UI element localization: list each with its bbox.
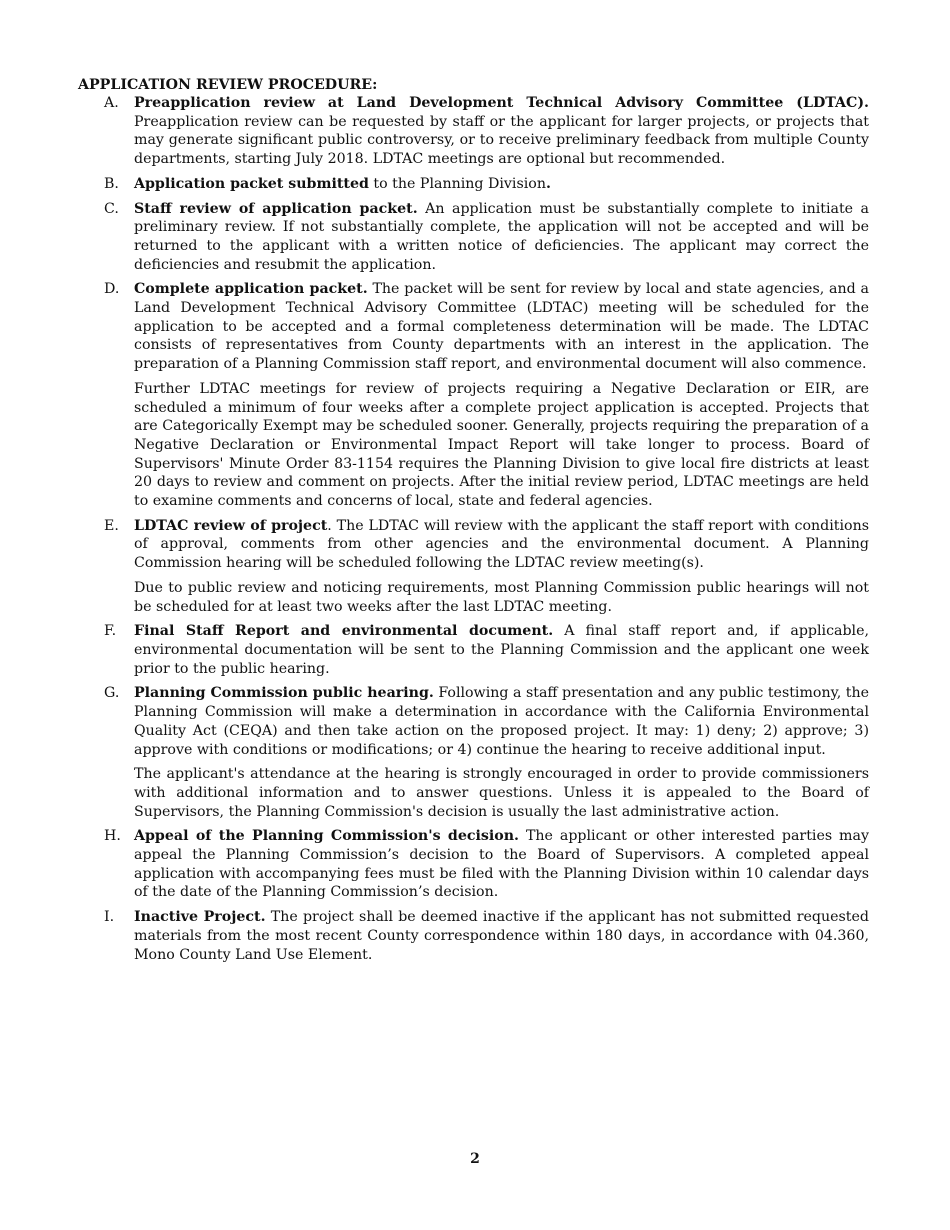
- item-marker: I.: [104, 909, 115, 926]
- item-text: Preapplication review can be requested by staff or the applicant for larger projects, or projects that may generate significant public controversy, or to receive preliminary feedback from multiple County departments, starting July 2018. LDTAC meetings are optional but recommended.: [134, 113, 869, 168]
- item-paragraph: [134, 517, 869, 573]
- item-paragraph: [134, 908, 869, 964]
- item-content: [134, 280, 869, 510]
- item-marker: E.: [104, 517, 119, 534]
- item-text: to the Planning Division: [368, 175, 546, 192]
- item-lead: Application packet submitted: [134, 175, 369, 192]
- item-marker: C.: [104, 200, 119, 217]
- procedure-item-c: [104, 200, 869, 275]
- procedure-list: [104, 94, 869, 970]
- item-text: An application must be substantially complete to initiate a preliminary review. If not substantially complete, the application will not be accepted and will be returned to the applicant with a written notice of deficiencies. The applicant may correct the deficiencies and resubmit the application.: [134, 200, 869, 273]
- item-content: [134, 200, 869, 275]
- item-marker: B.: [104, 175, 119, 192]
- item-text: The applicant or other interested parties may appeal the Planning Commission’s decision to the Board of Supervisors. A completed appeal application with accompanying fees must be filed with the Planning Division within 10 calendar days of the date of the Planning Commission’s decision.: [134, 828, 869, 901]
- item-marker: G.: [104, 685, 120, 702]
- item-lead: Staff review of application packet.: [134, 200, 418, 217]
- item-text: Following a staff presentation and any public testimony, the Planning Commission will make a determination in accordance with the California Environmental Quality Act (CEQA) and then take action on the proposed project. It may: 1) deny; 2) approve; 3) approve with conditions or modifications; or 4) continue the hearing to receive additional input.: [134, 685, 869, 758]
- item-paragraph: [134, 684, 869, 759]
- item-text: A final staff report and, if applicable, environmental documentation will be sent to the Planning Commission and the applicant one week prior to the public hearing.: [134, 623, 869, 677]
- item-paragraph: [134, 827, 869, 902]
- item-lead: Inactive Project.: [134, 909, 266, 926]
- item-lead: Planning Commission public hearing.: [134, 685, 434, 702]
- item-marker: D.: [104, 281, 120, 298]
- item-text: The project shall be deemed inactive if the applicant has not submitted requested materials from the most recent County correspondence within 180 days, in accordance with 04.360, Mono County Land Use Element.: [134, 909, 869, 963]
- procedure-item-b: [104, 175, 869, 194]
- procedure-item-i: [104, 908, 869, 964]
- procedure-item-f: [104, 622, 869, 678]
- item-lead: Complete application packet.: [134, 281, 368, 298]
- item-content: [134, 622, 869, 678]
- item-content: [134, 517, 869, 617]
- item-content: [134, 684, 869, 821]
- item-content: [134, 908, 869, 964]
- item-lead: LDTAC review of project: [134, 517, 328, 534]
- item-marker: H.: [104, 828, 121, 845]
- item-paragraph: [134, 94, 869, 169]
- section-heading: APPLICATION REVIEW PROCEDURE:: [78, 77, 378, 93]
- item-paragraph: [134, 175, 869, 194]
- item-paragraph: [134, 622, 869, 678]
- item-paragraph: [134, 280, 869, 374]
- procedure-item-g: [104, 684, 869, 821]
- item-content: [134, 827, 869, 902]
- procedure-item-d: [104, 280, 869, 510]
- item-lead: Final Staff Report and environmental document.: [134, 623, 554, 640]
- item-paragraph: [134, 200, 869, 275]
- procedure-item-a: [104, 94, 869, 169]
- page-number: 2: [470, 1151, 480, 1167]
- item-paragraph: The applicant's attendance at the hearing is strongly encouraged in order to provide commissioners with additional information and to answer questions. Unless it is appealed to the Board of Supervisors, the Planning Commission's decision is usually the last administrative action.: [134, 766, 869, 820]
- item-paragraph: Further LDTAC meetings for review of projects requiring a Negative Declaration or EIR, are scheduled a minimum of four weeks after a complete project application is accepted. Projects that are Categorically Exempt may be scheduled sooner. Generally, projects requiring the preparation of a Negative Declaration or Environmental Impact Report will take longer to process. Board of Supervisors' Minute Order 83-1154 requires the Planning Division to give local fire districts at least 20 days to review and comment on projects. After the initial review period, LDTAC meetings are held to examine comments and concerns of local, state and federal agencies.: [134, 380, 869, 510]
- item-content: [134, 175, 869, 194]
- item-text: . The LDTAC will review with the applicant the staff report with conditions of approval, comments from other agencies and the environmental document. A Planning Commission hearing will be scheduled following the LDTAC review meeting(s).: [134, 517, 870, 572]
- item-trail: .: [545, 175, 551, 192]
- item-lead: Appeal of the Planning Commission's decision.: [134, 828, 519, 845]
- item-marker: F.: [104, 623, 117, 640]
- item-text: The packet will be sent for review by local and state agencies, and a Land Development Technical Advisory Committee (LDTAC) meeting will be scheduled for the application to be accepted and a formal completeness determination will be made. The LDTAC consists of representatives from County departments with an interest in the application. The preparation of a Planning Commission staff report, and environmental document will also commence.: [134, 281, 870, 373]
- item-paragraph: Due to public review and noticing requirements, most Planning Commission public hearings will not be scheduled for at least two weeks after the last LDTAC meeting.: [134, 579, 869, 615]
- item-lead: Preapplication review at Land Development Technical Advisory Committee (LDTAC).: [134, 95, 869, 111]
- procedure-item-e: [104, 517, 869, 617]
- item-marker: A.: [104, 95, 119, 111]
- procedure-item-h: [104, 827, 869, 902]
- item-content: [134, 94, 869, 169]
